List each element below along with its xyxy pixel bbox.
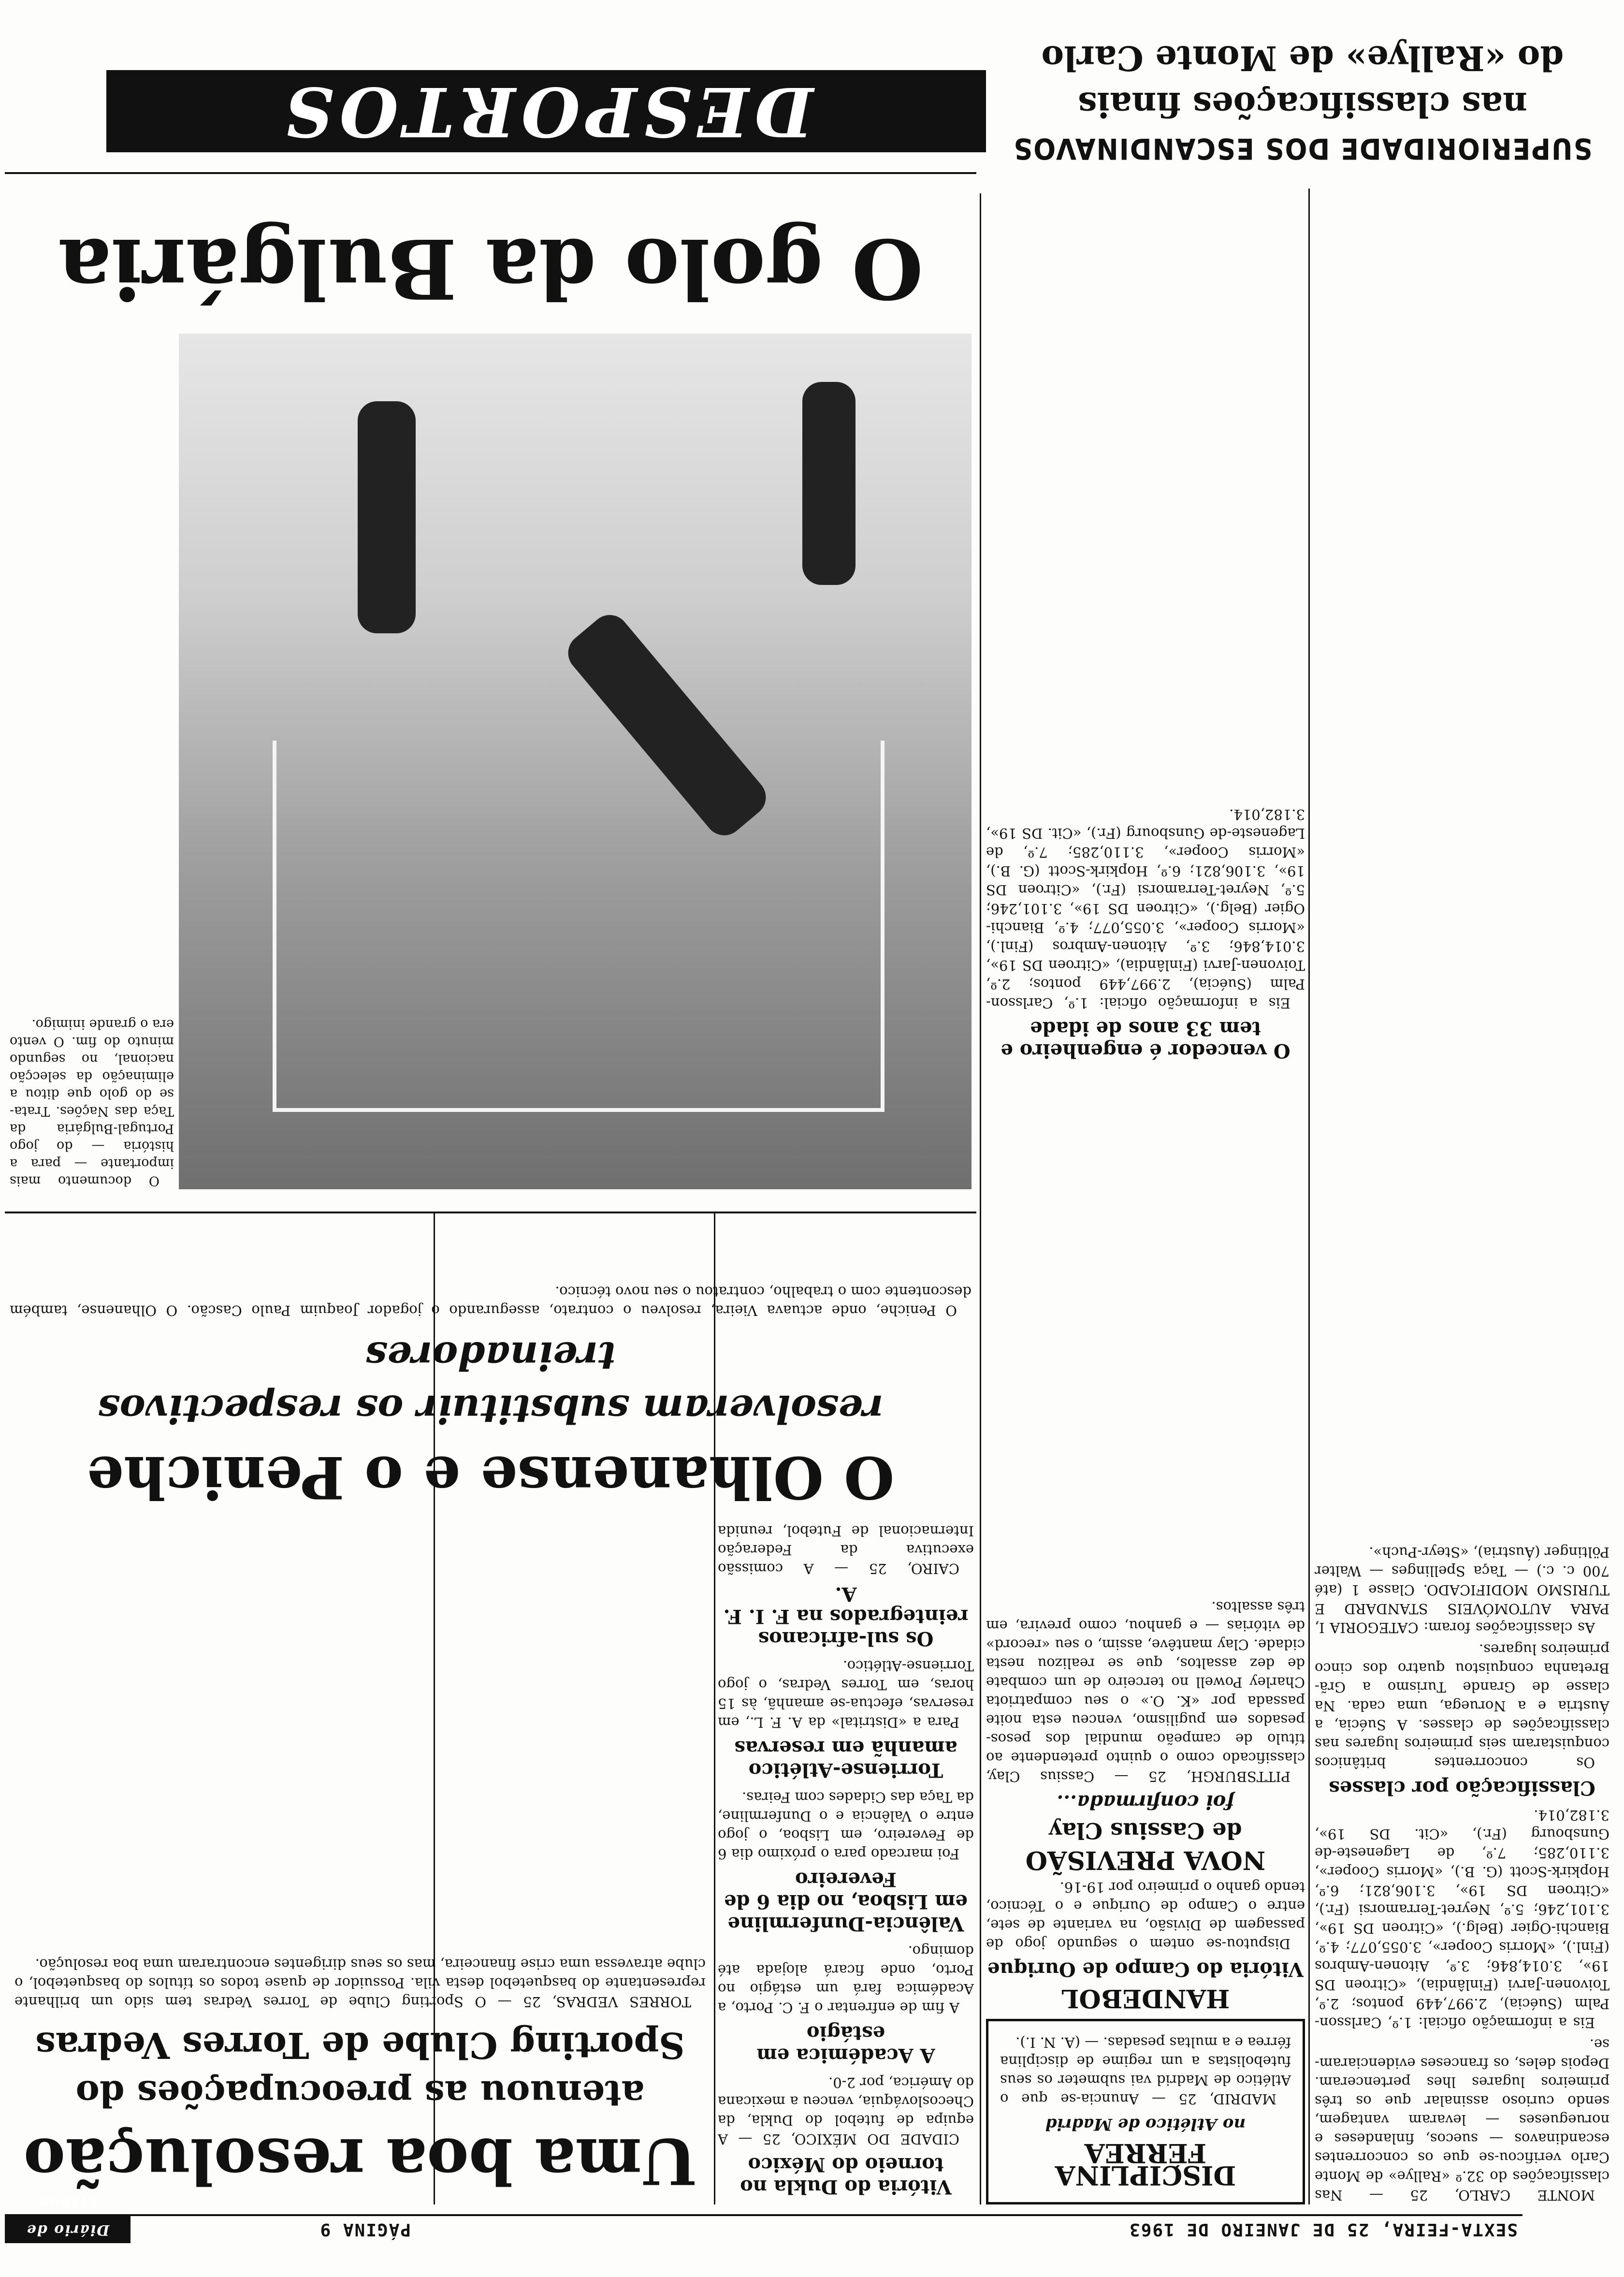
page-number: PÁGINA 9: [319, 2219, 411, 2239]
section-masthead: [106, 70, 986, 152]
disciplina-subtitle: no Atlético de Madrid: [1045, 2115, 1246, 2134]
rallye-classes: Os concorrentes britânicos conquistaram seis primeiros lugares nas classificações de classes. A Suécia, a Áustria e a Noruega, uma cada. Na classe de Grande Turismo a Grã-Bretanha conquistou quatro dos cinco primeiros lugares.: [1315, 1641, 1610, 1771]
torres-body: TORRES VEDRAS, 25 — O Sporting Clube de Torres Vedras tem sido um brilhante representante do basquetebol desta vila. Possuidor de quase todos os títulos do basquetebol, o clube atravessa uma crise financeira, mas os seus dirigentes encontraram uma boa resolução.: [14, 1956, 706, 2010]
valencia-text: Foi marcado para o próximo dia 6 de Fevereiro, em Lisboa, o jogo entre o Valência e o Dunfermline, da Taça das Cidades com Feiras.: [718, 1789, 974, 1862]
issue-date: SEXTA-FEIRA, 25 DE JANEIRO DE 1963: [1129, 2219, 1518, 2239]
dukla-text: CIDADE DO MÉXICO, 25 — A equipa de futebol do Dukla, da Checoslováquia, venceu a mexicana do América, por 2-0.: [718, 2074, 974, 2147]
cassius-column: [986, 1078, 1305, 2204]
academica-subhead: A Académica em estágio: [756, 2022, 935, 2067]
torres-subheadline: atenuou as preocupações do Sporting Clube de Torres Vedras: [35, 2024, 685, 2114]
caption-text: O documento mais importante — para a história — do jogo Portugal-Bulgária da Taça das Nações. Trata-se do golo que ditou a eliminação da selecção nacional, no segundo minuto do fim. O vento era o grande inimigo.: [10, 1017, 174, 1188]
rallye-deck-line3: do «Rallye» de Monte Carlo: [1041, 38, 1564, 78]
handebol-text: Disputou-se ontem o segundo jogo de passagem de Divisão, na variante de sete, entre o Campo de Ourique e o Técnico, tendo ganho o primeiro por 19-16.: [986, 1879, 1305, 1952]
olhanense-block: [10, 1218, 972, 1518]
olhanense-text: [10, 1279, 972, 1320]
running-header: [5, 2194, 1522, 2243]
goal-frame: [273, 741, 884, 1112]
valencia-subhead: Valência-Dunfermline em Lisboa, no dia 6 de Fevereiro: [724, 1868, 968, 1935]
newspaper-brand: Diário de Lisboa: [5, 2216, 130, 2243]
player-figure: [358, 401, 416, 633]
torres-block: [14, 1528, 706, 2204]
disciplina-title: DISCIPLINA FÉRREA: [1055, 2138, 1236, 2191]
olhanense-headline: O Olhanense e o Peniche: [87, 1443, 895, 1511]
rallye-categories: As classificações foram: CATEGORIA I, PARA AUTOMÓVEIS STANDARD E TURISMO MODIFICADO. Classe 1 (até 700 c. c.) — Taça Spellinges — Walter Pöltinger (Áustria), «Steyr-Puch».: [1315, 1544, 1610, 1636]
torriense-subhead: Torriense-Atlético amanhã em reservas: [734, 1737, 957, 1781]
olhanense-body: O Peniche, onde actuava Vieira, resolveu o contrato, assegurando o jogador Joaquim Paulo Cascão. O Olhanense, também descontente com o trabalho, contratou o seu novo técnico.: [10, 1284, 972, 1319]
rallye-subhead: Classificação por classes: [1329, 1777, 1595, 1799]
cassius-text: PITTSBURGH, 25 — Cassius Clay, classificado como o quinto pretendente ao título de campeão mundial dos pesos-pesados em pugilismo, venceu esta noite passada por «K. O.» o seu compatriota Charley Powell no terceiro de um combate de dez assaltos, que se realizou nesta cidade. Clay mantêve, assim, o seu «record» de vitórias — e ganhou, como previra, em três assaltos.: [986, 1599, 1305, 1785]
torres-text: [14, 1624, 706, 2011]
sulafricanos-subhead: Os sul-africanos reintegrados na F. I. F. A.: [723, 1583, 969, 1650]
bulgaria-headline: O golo da Bulgária: [58, 220, 924, 317]
cassius-title1: NOVA PREVISÃO: [1025, 1845, 1266, 1875]
match-photo: [179, 334, 972, 1189]
engineer-subhead: O vencedor é engenheiro e tem 33 anos de idade: [1000, 1017, 1290, 1062]
player-figure: [802, 382, 856, 585]
rallye-classes-column: [986, 324, 1305, 1068]
disciplina-box: [986, 2019, 1305, 2204]
dukla-subhead: Vitória do Dukla no torneio do México: [740, 2153, 952, 2198]
rallye-deck: [991, 24, 1614, 169]
academica-text: A fim de enfrentar o F. C. Porto, a Académica fará um estágio no Porto, onde ficará alojada até domingo.: [718, 1943, 974, 2016]
sulafricanos-text: CAIRO, 25 — A comissão executiva da Federação Internacional de Futebol, reunida: [718, 1523, 974, 1577]
handebol-title: HANDEBOL: [1061, 1984, 1230, 2013]
rallye-deck-line2: nas classificações finais: [1078, 85, 1527, 125]
briefs-column: [718, 1523, 974, 2204]
section-title: DESPORTOS: [279, 72, 813, 151]
engineer-text: Eis a informação oficial: 1.º, Carlsson-Palm (Suécia), 2.997,449 pontos; 2.º, Toivonen-Jarvi (Finlândia), «Citroen DS 19», 3.014,846; 3.º, Aitonen-Ambros (Finl.), «Morris Cooper», 3.055,077; 4.º, Bianchi-Ogier (Belg.), «Citroen DS 19», 3.101,246; 5.º, Neyret-Terramorsi (Fr.), «Citroen DS 19», 3.106,821; 6.º, Hopkirk-Scott (G. B.), «Morris Cooper», 3.110,285; 7.º, de Lageneste-de Gunsbourg (Fr.), «Cit. DS 19», 3.182,014.: [986, 806, 1305, 1011]
olhanense-subheadline: resolveram substituir os respectivos treinadores: [98, 1333, 884, 1432]
disciplina-text: MADRID, 25 — Anuncia-se que o Atlético de Madrid vai submeter os seus futebolistas a um regime de disciplina férrea e a multas pesadas. — (A. N. I.).: [1000, 2034, 1291, 2107]
torres-headline: Uma boa resolução: [23, 2124, 697, 2198]
handebol-subhead: Vitória do Campo de Ourique: [987, 1958, 1304, 1981]
rallye-deck-line1: SUPERIORIDADE DOS ESCANDINAVOS: [1013, 131, 1593, 165]
rallye-results: Eis a informação oficial: 1.º, Carlsson-Palm (Suécia), 2.997,449 pontos; 2.º, Toivonen-Jarvi (Finlândia), «Citroen DS 19», 3.014,846; 3.º, Aitonen-Ambros (Finl.), «Morris Cooper», 3.055,077; 4.º, Bianchi-Ogier (Belg.), «Citroen DS 19», 3.101,246; 5.º, Neyret-Terramorsi (Fr.), «Citroen DS 19», 3.106,821; 6.º, Hopkirk-Scott (G. B.), «Morris Cooper», 3.110,285; 7.º, de Lageneste-de Gunsbourg (Fr.), «Cit. DS 19», 3.182,014.: [1315, 1807, 1610, 2031]
torriense-text: Para a «Distrital» da A. F. L., em reservas, efectua-se amanhã, às 15 horas, em Torres Vedras, o jogo Torriense-Atlético.: [718, 1658, 974, 1731]
photo-caption: [10, 334, 174, 1189]
rallye-lead: MONTE CARLO, 25 — Nas classificações do 32.º «Rallye» de Monte Carlo verificou-se que os concorrentes escandinavos — suecos, finlandeses e noruegueses — levaram vantagem, sendo curioso assinalar que os três primeiros lugares lhes pertenceram. Depois deles, os franceses evidenciaram-se.: [1315, 2036, 1610, 2204]
cassius-subhead: foi confirmada...: [1057, 1791, 1234, 1813]
cassius-title2: de Cassius Clay: [1049, 1818, 1242, 1844]
rallye-article: [1315, 184, 1610, 2204]
